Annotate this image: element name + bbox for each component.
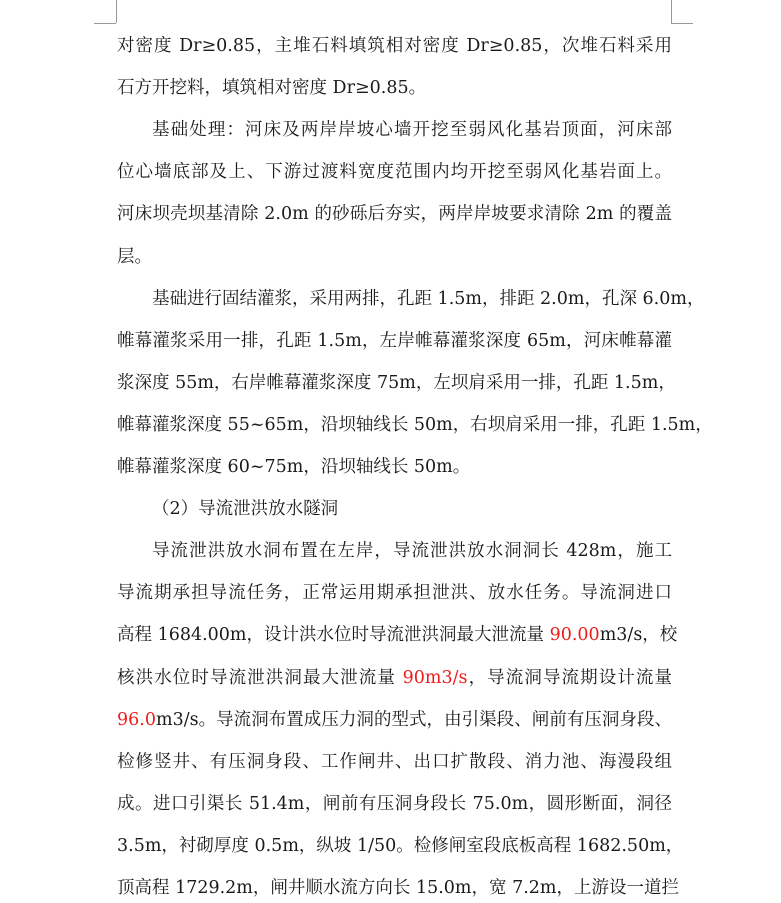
- crop-mark-top-left-horizontal: [94, 23, 116, 24]
- text-line: [117, 831, 684, 861]
- text-segment: 核洪水位时导流泄洪洞最大泄流量: [117, 667, 403, 688]
- text-segment: 导流期承担导流任务，正常运用期承担泄洪、放水任务。导流洞进口: [117, 583, 672, 604]
- text-line: [152, 115, 672, 145]
- crop-mark-top-right-vertical: [671, 0, 672, 23]
- text-line: [117, 663, 672, 693]
- text-line: [117, 242, 672, 272]
- text-line: [117, 873, 679, 903]
- text-line: [117, 199, 672, 229]
- text-line: [117, 452, 672, 482]
- text-segment: m3/s，校: [599, 625, 678, 646]
- text-segment: 成。进口引渠长 51.4m，闸前有压洞身段长 75.0m，圆形断面，洞径: [117, 793, 672, 814]
- text-segment: 位心墙底部及上、下游过渡料宽度范围内均开挖至弱风化基岩面上。: [117, 162, 672, 183]
- text-segment: 层。: [117, 246, 152, 267]
- text-segment: 高程 1684.00m，设计洪水位时导流泄洪洞最大泄流量: [117, 625, 550, 646]
- text-segment: 石方开挖料，填筑相对密度 Dr≥0.85。: [117, 78, 427, 99]
- text-line: [152, 536, 672, 566]
- text-segment: 帷幕灌浆采用一排，孔距 1.5m，左岸帷幕灌浆深度 65m，河床帷幕灌: [117, 330, 672, 351]
- text-line: [117, 789, 672, 819]
- text-segment: 帷幕灌浆深度 55~65m，沿坝轴线长 50m，右坝肩采用一排，孔距 1.5m，: [117, 414, 713, 435]
- highlighted-value: 90.00: [549, 625, 600, 646]
- text-line: [117, 157, 672, 187]
- text-segment: 基础处理：河床及两岸岸坡心墙开挖至弱风化基岩顶面，河床部: [152, 120, 672, 141]
- text-line: [152, 284, 705, 314]
- text-line: [117, 326, 672, 356]
- crop-mark-top-left-vertical: [116, 0, 117, 23]
- highlighted-value: 96.0: [117, 709, 156, 730]
- text-segment: 3.5m，衬砌厚度 0.5m，纵坡 1/50。检修闸室段底板高程 1682.50m，: [117, 835, 684, 856]
- text-segment: （2）导流泄洪放水隧洞: [152, 499, 339, 520]
- text-line: [117, 368, 676, 398]
- text-line: [117, 705, 672, 735]
- text-segment: 顶高程 1729.2m，闸井顺水流方向长 15.0m，宽 7.2m，上游设一道拦: [117, 878, 679, 898]
- text-line: [117, 410, 713, 440]
- text-line: [117, 73, 672, 103]
- text-line: [117, 620, 678, 650]
- text-segment: 帷幕灌浆深度 60~75m，沿坝轴线长 50m。: [117, 457, 471, 477]
- text-segment: 导流泄洪放水洞布置在左岸，导流泄洪放水洞洞长 428m，施工: [152, 541, 672, 562]
- text-segment: 对密度 Dr≥0.85，主堆石料填筑相对密度 Dr≥0.85，次堆石料采用: [117, 36, 672, 56]
- text-segment: m3/s。导流洞布置成压力洞的型式，由引渠段、闸前有压洞身段、: [155, 709, 672, 730]
- crop-mark-top-right-horizontal: [671, 23, 693, 24]
- text-segment: ，导流洞导流期设计流量: [467, 667, 673, 688]
- text-segment: 基础进行固结灌浆，采用两排，孔距 1.5m，排距 2.0m，孔深 6.0m，: [152, 288, 705, 309]
- text-segment: 浆深度 55m，右岸帷幕灌浆深度 75m，左坝肩采用一排，孔距 1.5m，: [117, 372, 676, 393]
- text-line: [117, 31, 672, 61]
- text-segment: 河床坝壳坝基清除 2.0m 的砂砾后夯实，两岸岸坡要求清除 2m 的覆盖: [117, 204, 672, 225]
- text-segment: 检修竖井、有压洞身段、工作闸井、出口扩散段、消力池、海漫段组: [117, 751, 672, 772]
- text-line: [117, 747, 672, 777]
- section-heading: [152, 494, 672, 524]
- text-line: [117, 578, 672, 608]
- highlighted-value: 90m3/s: [402, 667, 468, 688]
